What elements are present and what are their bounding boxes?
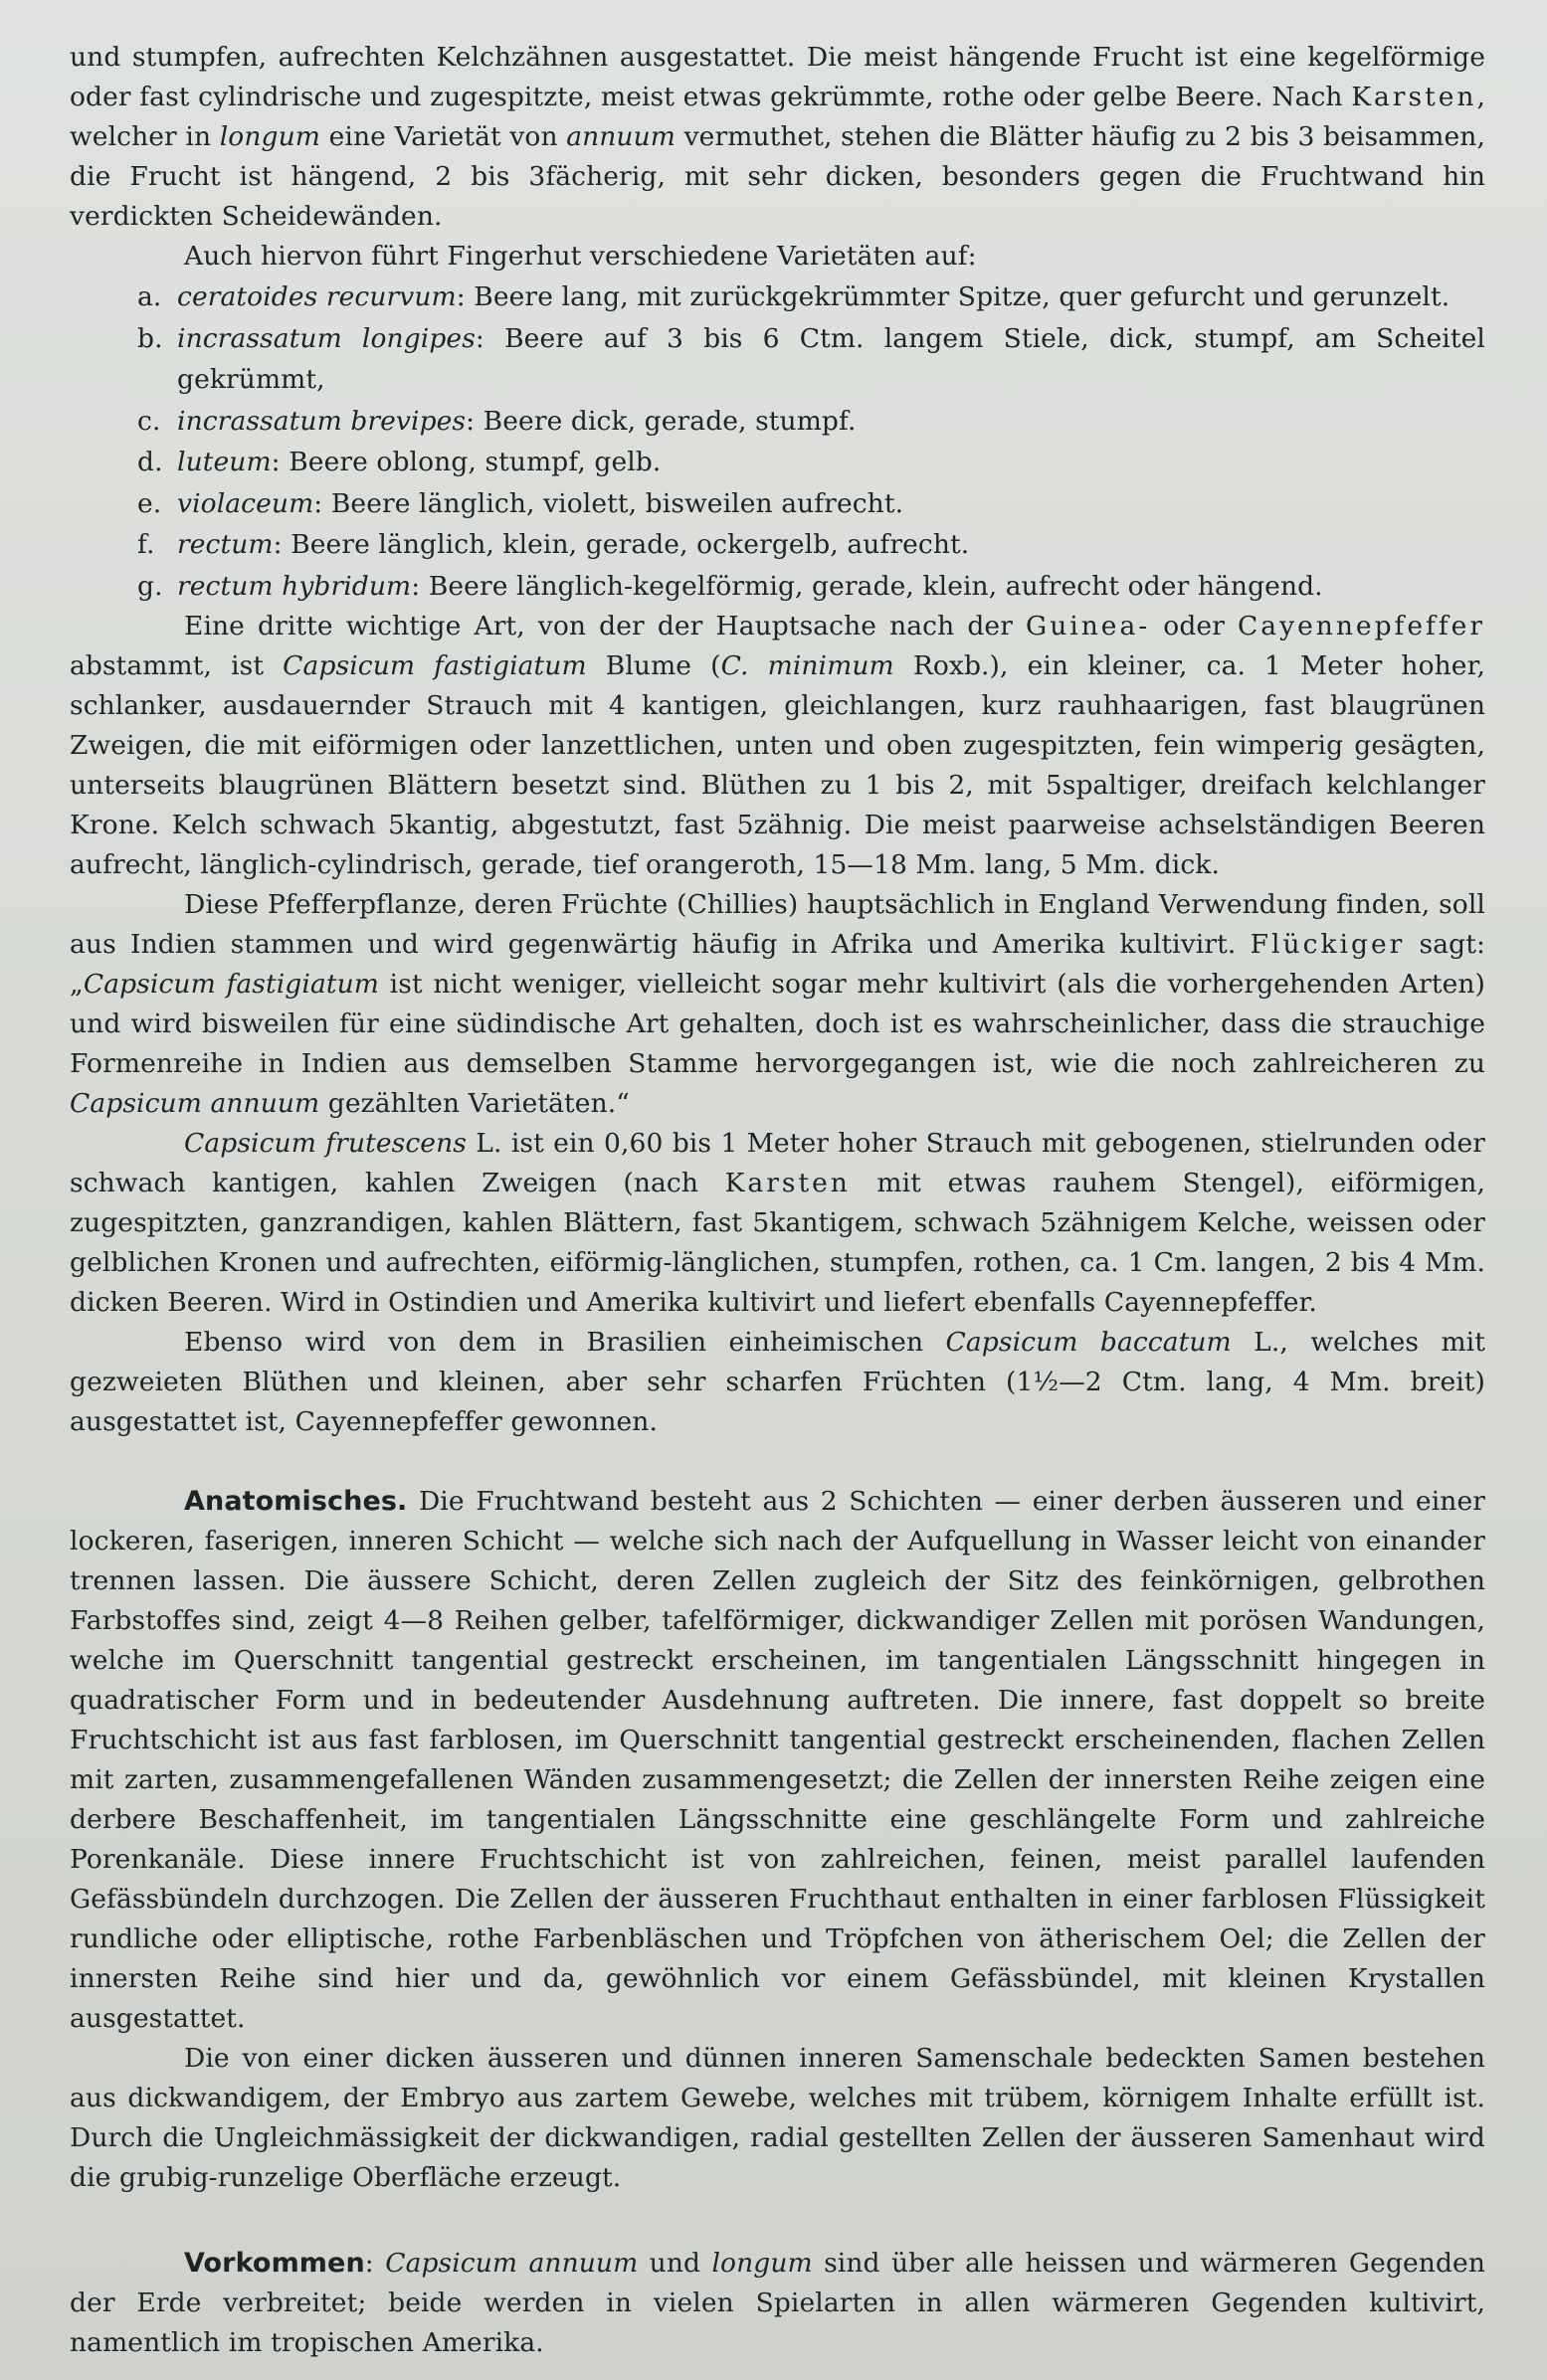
species-longum: longum [219,121,320,152]
section-spacer [70,1442,1485,1482]
variety-item: e. violaceum: Beere länglich, violett, bisweilen aufrecht. [137,487,904,519]
paragraph-vorkommen: Vorkommen: Capsicum annuum und longum sind über alle heissen und wärmeren Gegenden der Erde verbreitet; beide werden in vielen Spielarten in allen wärmeren Gegenden kultivirt, namentlich im tropischen Amerika. [70,2248,1485,2358]
paragraph-fastigiatum: Eine dritte wichtige Art, von der der Hauptsache nach der Guinea- oder Cayennepfeffer abstammt, ist Capsicum fastigiatum Blume (C. minimum Roxb.), ein kleiner, ca. 1 Meter hoher, schlanker, ausdauernder Strauch mit 4 kantigen, gleichlangen, kurz rauhhaarigen, fast blaugrünen Zweigen, die mit eiförmigen oder lanzettlichen, unten und oben zugespitzten, fein wimperig gesägten, unterseits blaugrünen Blättern besetzt sind. Blüthen zu 1 bis 2, mit 5spaltiger, dreifach kelchlanger Krone. Kelch schwach 5kantig, abgestutzt, fast 5zähnig. Die meist paarweise achselständigen Beeren aufrecht, länglich-cylindrisch, gerade, tief orangeroth, 15—18 Mm. lang, 5 Mm. dick. [70,611,1485,880]
variety-item: g. rectum hybridum: Beere länglich-kegelförmig, gerade, klein, aufrecht oder hängend. [137,570,1323,602]
paragraph-longum: und stumpfen, aufrechten Kelchzähnen ausgestattet. Die meist hängende Frucht ist eine kegelförmige oder fast cylindrische und zugespitzte, meist etwas gekrümmte, rothe oder gelbe Beere. Nach Karsten, welcher in longum eine Varietät von annuum vermuthet, stehen die Blätter häufig zu 2 bis 3 beisammen, die Frucht ist hängend, 2 bis 3fächerig, mit sehr dicken, besonders gegen die Fruchtwand hin verdickten Scheidewänden. [70,42,1486,232]
variety-item: a. ceratoides recurvum: Beere lang, mit zurückgekrümmter Spitze, quer gefurcht und gerunzelt. [137,281,1450,312]
variety-item: f. rectum: Beere länglich, klein, gerade, ockergelb, aufrecht. [137,529,970,560]
species-annuum: annuum [566,121,676,152]
variety-item: d. luteum: Beere oblong, stumpf, gelb. [137,447,662,477]
page-text [70,38,1485,2363]
varieties-intro: Auch hiervon führt Fingerhut verschiedene Varietäten auf: [184,241,977,272]
variety-item: b. incrassatum longipes: Beere auf 3 bis 6 Ctm. langem Stiele, dick, stumpf, am Scheitel gekrümmt, [137,322,1485,395]
paragraph-frutescens: Capsicum frutescens L. ist ein 0,60 bis 1 Meter hoher Strauch mit gebogenen, stielrunden oder schwach kantigen, kahlen Zweigen (nach Karsten mit etwas rauhem Stengel), eiförmigen, zugespitzten, ganzrandigen, kahlen Blättern, fast 5kantigem, schwach 5zähnigem Kelche, weissen oder gelblichen Kronen und aufrechten, eiförmig-länglichen, stumpfen, rothen, ca. 1 Cm. langen, 2 bis 4 Mm. dicken Beeren. Wird in Ostindien und Amerika kultivirt und liefert ebenfalls Cayennepfeffer. [70,1128,1486,1318]
paragraph-chillies: Diese Pfefferpflanze, deren Früchte (Chillies) hauptsächlich in England Verwendung finden, soll aus Indien stammen und wird gegenwärtig häufig in Afrika und Amerika kultivirt. Flückiger sagt: „Capsicum fastigiatum ist nicht weniger, vielleicht sogar mehr kultivirt (als die vorhergehenden Arten) und wird bisweilen für eine südindische Art gehalten, doch ist es wahrscheinlicher, dass die strauchige Formenreihe in Indien aus demselben Stamme hervorgegangen ist, wie die noch zahlreicheren zu Capsicum annuum gezählten Varietäten.“ [70,889,1485,1119]
heading-anatomisches: Anatomisches. [184,1486,408,1517]
heading-vorkommen: Vorkommen [184,2248,365,2279]
author-karsten: Karsten [1351,82,1477,112]
paragraph-baccatum: Ebenso wird von dem in Brasilien einheimischen Capsicum baccatum L., welches mit gezweieten Blüthen und kleinen, aber sehr scharfen Früchten (1½—2 Ctm. lang, 4 Mm. breit) ausgestattet ist, Cayennepfeffer gewonnen. [70,1327,1486,1437]
varieties-list [70,276,1485,607]
paragraph-samen: Die von einer dicken äusseren und dünnen inneren Samenschale bedeckten Samen bestehen aus dickwandigem, der Embryo aus zartem Gewebe, welches mit trübem, körnigem Inhalte erfüllt ist. Durch die Ungleichmässigkeit der dickwandigen, radial gestellten Zellen der äusseren Samenhaut wird die grubig-runzelige Oberfläche erzeugt. [70,2043,1485,2193]
variety-item: c. incrassatum brevipes: Beere dick, gerade, stumpf. [137,405,857,437]
paragraph-anatomisches: Anatomisches. Die Fruchtwand besteht aus 2 Schichten — einer derben äusseren und einer lockeren, faserigen, inneren Schicht — welche sich nach der Aufquellung in Wasser leicht von einander trennen lassen. Die äussere Schicht, deren Zellen zugleich der Sitz des feinkörnigen, gelbrothen Farbstoffes sind, zeigt 4—8 Reihen gelber, tafelförmiger, dickwandiger Zellen mit porösen Wandungen, welche im Querschnitt tangential gestreckt erscheinen, im tangentialen Längsschnitt hingegen in quadratischer Form und in bedeutender Ausdehnung auftreten. Die innere, fast doppelt so breite Fruchtschicht ist aus fast farblosen, im Querschnitt tangential gestreckt erscheinenden, flachen Zellen mit zarten, zusammengefallenen Wänden zusammengesetzt; die Zellen der innersten Reihe zeigen eine derbere Beschaffenheit, im tangentialen Längsschnitte eine geschlängelte Form und zahlreiche Porenkanäle. Diese innere Fruchtschicht ist von zahlreichen, feinen, meist parallel laufenden Gefässbündeln durchzogen. Die Zellen der äusseren Fruchthaut enthalten in einer farblosen Flüssigkeit rundliche oder elliptische, rothe Farbenbläschen und Tröpfchen von ätherischem Oel; die Zellen der innersten Reihe sind hier und da, gewöhnlich vor einem Gefässbündel, mit kleinen Krystallen ausgestattet. [70,1486,1485,2034]
section-spacer [70,2198,1485,2244]
